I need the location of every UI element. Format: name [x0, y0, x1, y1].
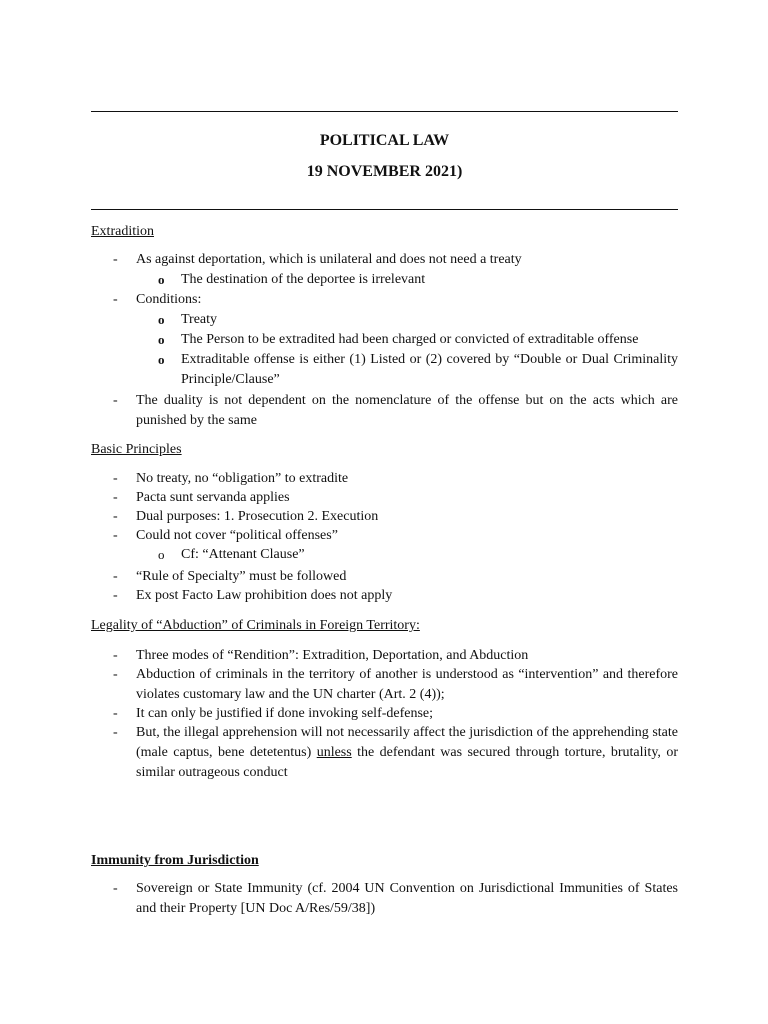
dash-bullet: - [113, 667, 118, 682]
sub-bullet-marker: o [158, 547, 165, 562]
sub-list-item: Cf: “Attenant Clause” [181, 547, 305, 562]
section-heading-immunity: Immunity from Jurisdiction [91, 853, 259, 868]
dash-bullet: - [113, 509, 118, 524]
sub-bullet-marker: o [158, 352, 165, 367]
dash-bullet: - [113, 648, 118, 663]
list-item-text: the defendant was secured through torture, brutality, or similar outrageous conduct [136, 745, 678, 780]
sub-bullet-marker: o [158, 312, 165, 327]
list-item: Ex post Facto Law prohibition does not apply [136, 588, 393, 603]
section-heading-basic-principles: Basic Principles [91, 442, 182, 457]
sub-bullet-marker: o [158, 272, 165, 287]
list-item: Dual purposes: 1. Prosecution 2. Execution [136, 509, 379, 524]
dash-bullet: - [113, 569, 118, 584]
list-item: Abduction of criminals in the territory of another is understood as “intervention” and therefore violates customary law and the UN charter (Art. 2 (4)); [136, 667, 678, 702]
list-item: Three modes of “Rendition”: Extradition, Deportation, and Abduction [136, 648, 529, 663]
dash-bullet: - [113, 490, 118, 505]
list-item: It can only be justified if done invoking self-defense; [136, 706, 434, 721]
list-item: “Rule of Specialty” must be followed [136, 569, 347, 584]
dash-bullet: - [113, 725, 118, 740]
dash-bullet: - [113, 706, 118, 721]
list-item: Pacta sunt servanda applies [136, 490, 290, 505]
sub-list-item: The Person to be extradited had been charged or convicted of extraditable offense [181, 332, 639, 347]
list-item: No treaty, no “obligation” to extradite [136, 471, 349, 486]
header-bottom-rule [91, 209, 678, 210]
section-heading-extradition: Extradition [91, 224, 154, 239]
list-item-text: But, the illegal apprehension will not necessarily affect the jurisdiction of the apprehending state (male captus, bene detetentus) [136, 725, 678, 760]
dash-bullet: - [113, 881, 118, 896]
emphasis-unless: unless [316, 745, 352, 760]
list-item: Conditions: [136, 292, 202, 307]
dash-bullet: - [113, 471, 118, 486]
list-item: As against deportation, which is unilateral and does not need a treaty [136, 252, 522, 267]
list-item: The duality is not dependent on the nomenclature of the offense but on the acts which are punished by the same [136, 393, 678, 428]
document-date: 19 NOVEMBER 2021) [306, 163, 463, 180]
top-rule [91, 111, 678, 112]
list-item: Sovereign or State Immunity (cf. 2004 UN Convention on Jurisdictional Immunities of States and their Property [UN Doc A/Res/59/38]) [136, 881, 678, 916]
document-title: POLITICAL LAW [319, 132, 450, 149]
dash-bullet: - [113, 393, 118, 408]
sub-list-item: Extraditable offense is either (1) Listed or (2) covered by “Double or Dual Criminality Principle/Clause” [181, 352, 678, 387]
sub-bullet-marker: o [158, 332, 165, 347]
list-item [136, 723, 678, 783]
section-heading-abduction: Legality of “Abduction” of Criminals in Foreign Territory: [91, 618, 420, 633]
dash-bullet: - [113, 528, 118, 543]
sub-list-item: Treaty [181, 312, 218, 327]
dash-bullet: - [113, 252, 118, 267]
list-item: Could not cover “political offenses” [136, 528, 338, 543]
dash-bullet: - [113, 292, 118, 307]
dash-bullet: - [113, 588, 118, 603]
sub-list-item: The destination of the deportee is irrelevant [181, 272, 426, 287]
